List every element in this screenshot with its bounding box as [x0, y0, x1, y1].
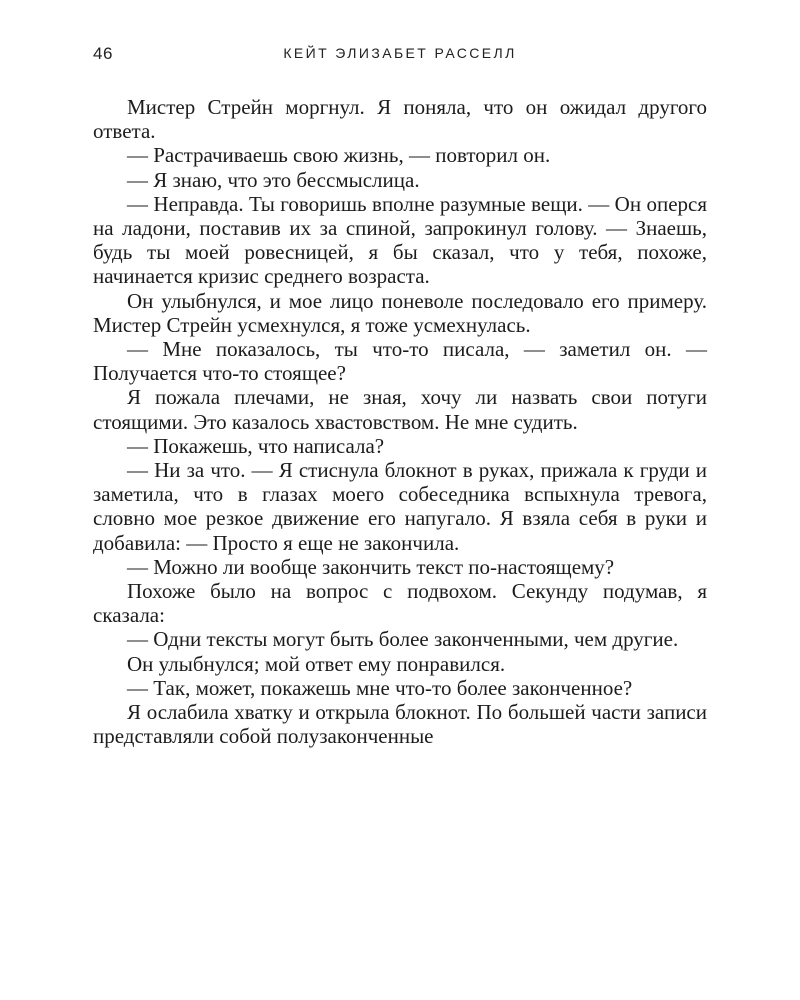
paragraph-13: Он улыбнулся; мой ответ ему понравился. — [127, 651, 506, 676]
paragraph-7: Я пожала плечами, не зная, хочу ли назвать свои потуги стоящими. Это казалось хвастовством. Не мне судить. — [93, 385, 707, 434]
paragraph-4: — Неправда. Ты говоришь вполне разумные вещи. — Он оперся на ладони, поставив их за спиной, запрокинул голову. — Знаешь, будь ты моей ровесницей, я бы сказал, что у тебя, похоже, начинается кризис среднего возраста. — [93, 191, 707, 289]
paragraph-9: — Ни за что. — Я стиснула блокнот в руках, прижала к груди и заметила, что в глазах моего собеседника вспыхнула тревога, словно мое резкое движение его напугало. Я взяла себя в руки и добавила: — Просто я еще не закончила. — [93, 458, 707, 555]
paragraph-5: Он улыбнулся, и мое лицо поневоле последовало его примеру. Мистер Стрейн усмехнулся, я тоже усмехнулась. — [93, 288, 707, 337]
paragraph-10: — Можно ли вообще закончить текст по-настоящему? — [127, 554, 615, 579]
paragraph-12: — Одни тексты могут быть более законченными, чем другие. — [127, 627, 679, 652]
running-title: КЕЙТ ЭЛИЗАБЕТ РАССЕЛЛ — [283, 45, 517, 61]
page-header — [93, 44, 707, 68]
paragraph-11: Похоже было на вопрос с подвохом. Секунду подумав, я сказала: — [93, 579, 707, 628]
paragraph-3: — Я знаю, что это бессмыслица. — [127, 167, 420, 192]
page-number: 46 — [93, 44, 113, 63]
paragraph-1: Мистер Стрейн моргнул. Я поняла, что он ожидал другого ответа. — [93, 95, 707, 144]
paragraph-14: — Так, может, покажешь мне что-то более законченное? — [127, 675, 633, 700]
paragraph-15: Я ослабила хватку и открыла блокнот. По большей части записи представляли собой полузаконченные — [93, 700, 707, 749]
paragraph-2: — Растрачиваешь свою жизнь, — повторил он. — [127, 143, 551, 168]
paragraph-6: — Мне показалось, ты что-то писала, — заметил он. — Получается что-то стоящее? — [93, 337, 707, 386]
book-text — [93, 95, 707, 748]
paragraph-8: — Покажешь, что написала? — [127, 433, 385, 458]
